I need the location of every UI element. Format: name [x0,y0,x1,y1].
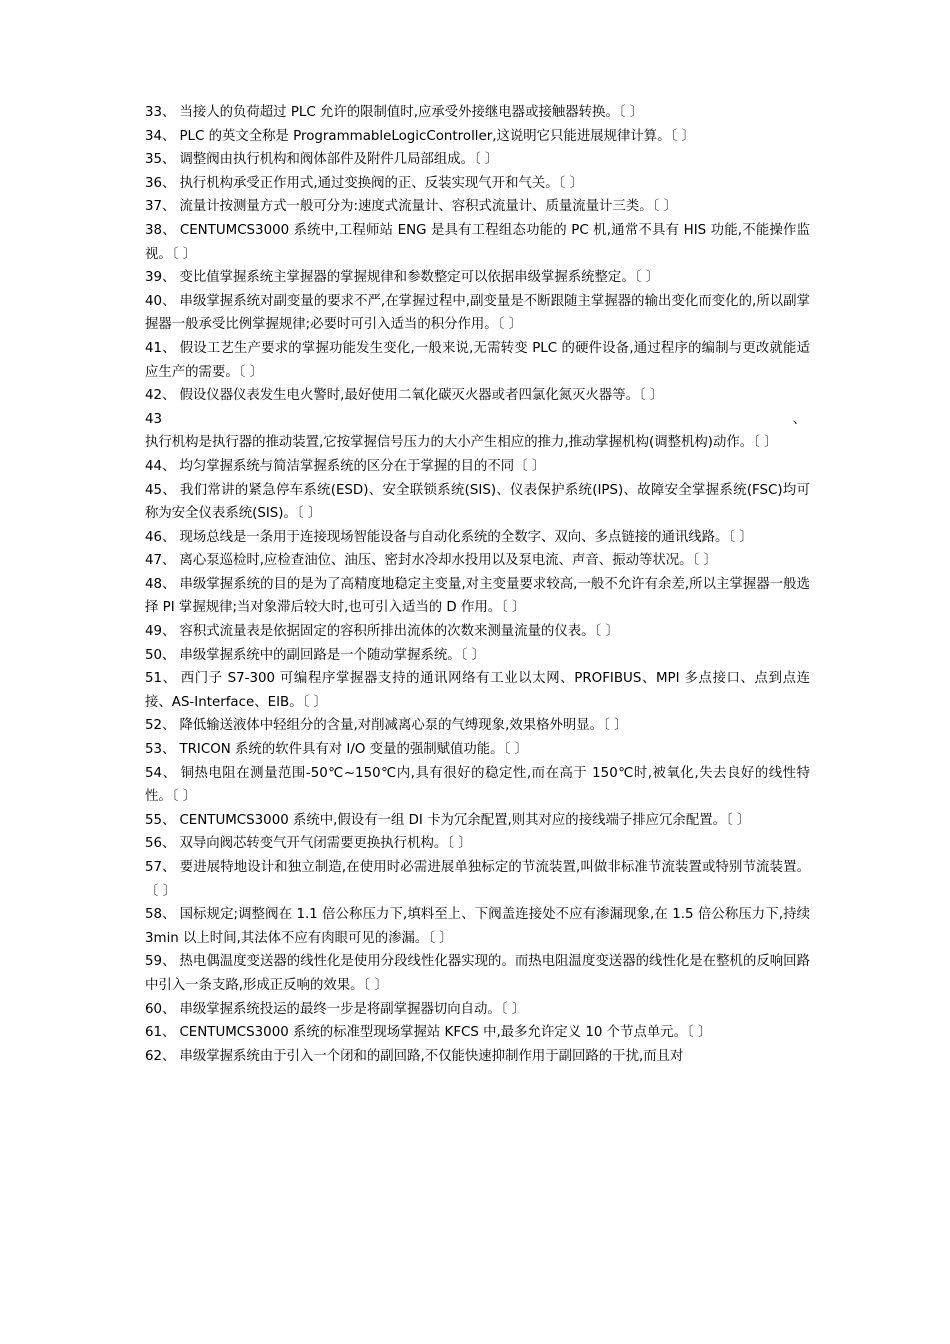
question-number: 51、 [145,671,177,687]
question-number: 60、 [145,1001,176,1017]
question-text: 假设工艺生产要求的掌握功能发生变化,一般来说,无需转变 PLC 的硬件设备,通过程序的编制与更改就能适应生产的需要。〔 〕 [145,340,810,380]
question-37 [145,195,810,219]
question-45 [145,479,810,526]
question-text: 热电偶温度变送器的线性化是使用分段线性化器实现的。而热电阻温度变送器的线性化是在整机的反响回路中引入一条支路,形成正反响的效果。〔 〕 [145,954,810,993]
question-number: 52、 [145,718,176,734]
question-text: CENTUMCS3000 系统中,工程师站 ENG 是具有工程组态功能的 PC 机,通常不具有 HIS 功能,不能操作监视。〔 〕 [145,222,810,262]
question-text: 串级掌握系统由于引入一个闭和的副回路,不仅能快速抑制作用于副回路的干扰,而且对 [179,1048,684,1064]
question-number: 40、 [145,293,176,309]
question-52 [145,714,810,738]
question-36 [145,172,810,196]
question-40 [145,290,810,337]
question-51 [145,667,810,714]
question-38 [145,219,810,266]
question-text: 执行机构是执行器的推动装置,它按掌握信号压力的大小产生相应的推力,推动掌握机构(调整机构)动作。〔 〕 [145,435,778,451]
question-number: 49、 [145,624,176,640]
question-number: 59、 [145,954,176,970]
question-number: 61、 [145,1025,176,1041]
question-60 [145,998,810,1022]
question-text: 当接人的负荷超过 PLC 允许的限制值时,应承受外接继电器或接触器转换。〔 〕 [179,105,644,120]
question-number: 46、 [145,529,176,545]
question-text: 现场总线是一条用于连接现场智能设备与自动化系统的全数字、双向、多点链接的通讯线路。〔 〕 [179,529,753,545]
question-number: 48、 [145,576,176,592]
question-number: 42、 [145,388,176,404]
question-number: 41、 [145,340,176,356]
question-text: 串级掌握系统投运的最终一步是将副掌握器切向自动。〔 〕 [179,1001,526,1017]
question-55 [145,809,810,833]
question-number: 58、 [145,907,176,923]
question-text: 国标规定;调整阀在 1.1 倍公称压力下,填料至上、下阀盖连接处不应有渗漏现象,在 1.5 倍公称压力下,持续 3min 以上时间,其法体不应有肉眼可见的渗漏。〔 〕 [145,907,810,946]
question-number: 57、 [145,860,176,875]
question-53 [145,738,810,762]
question-text: 西门子 S7-300 可编程序掌握器支持的通讯网络有工业以太网、PROFIBUS、MPI 多点接口、点到点连接、AS-Interface、EIB。〔 〕 [145,671,810,710]
question-text: CENTUMCS3000 系统的标准型现场掌握站 KFCS 中,最多允许定义 10 个节点单元。〔 〕 [179,1025,712,1041]
question-number: 53、 [145,742,176,758]
question-number: 55、 [145,812,176,828]
question-text: 我们常讲的紧急停车系统(ESD)、安全联锁系统(SIS)、仪表保护系统(IPS)、故障安全掌握系统(FSC)均可称为安全仪表系统(SIS)。〔 〕 [145,482,810,522]
question-text: 离心泵巡检时,应检查油位、油压、密封水冷却水投用以及泵电流、声音、振动等状况。〔 〕 [179,553,717,569]
question-text: CENTUMCS3000 系统中,假设有一组 DI 卡为冗余配置,则其对应的接线端子排应冗余配置。〔 〕 [179,812,751,828]
question-44 [145,455,810,479]
question-number: 62、 [145,1048,176,1064]
question-number: 36、 [145,175,176,191]
question-number: 35、 [145,152,176,168]
question-number: 34、 [145,128,176,144]
question-46 [145,526,810,550]
question-text: 串级掌握系统的目的是为了高精度地稳定主变量,对主变量要求较高,一般不允许有余差,所以主掌握器一般选择 PI 掌握规律;当对象滞后较大时,也可引入适当的 D 作用。〔 〕 [145,576,810,616]
question-text: 变比值掌握系统主掌握器的掌握规律和参数整定可以依据串级掌握系统整定。〔 〕 [179,270,660,286]
question-text: 执行机构承受正作用式,通过变换阀的正、反装实现气开和气关。〔 〕 [179,175,583,191]
question-text: 串级掌握系统对副变量的要求不严,在掌握过程中,副变量是不断跟随主掌握器的输出变化而变化的,所以副掌握器一般承受比例掌握规律;必要时可引入适当的积分作用。〔 〕 [145,293,810,333]
question-text: 要进展特地设计和独立制造,在使用时必需进展单独标定的节流装置,叫做非标准节流装置或特别节流装置。〔 〕 [145,860,810,899]
question-43 [145,408,810,455]
question-42 [145,384,810,408]
question-number: 56、 [145,836,176,852]
question-47 [145,549,810,573]
question-text: PLC 的英文全称是 ProgrammableLogicController,这说明它只能进展规律计算。〔 〕 [179,128,695,144]
question-text: 容积式流量表是依据固定的容积所排出流体的次数来测量流量的仪表。〔 〕 [179,624,619,640]
question-39 [145,266,810,290]
question-49 [145,620,810,644]
question-text: 均匀掌握系统与简洁掌握系统的区分在于掌握的目的不同〔 〕 [179,458,546,474]
question-number: 37、 [145,199,176,215]
question-62 [145,1045,810,1069]
question-41 [145,337,810,384]
question-number: 38、 [145,222,176,238]
question-number: 54、 [145,765,177,781]
question-text: 流量计按测量方式一般可分为:速度式流量计、容积式流量计、质量流量计三类。〔 〕 [179,199,677,215]
question-number: 43、 [145,411,806,427]
question-text: 串级掌握系统中的副回路是一个随动掌握系统。〔 〕 [179,647,485,663]
question-number: 33、 [145,105,176,120]
question-text: 降低输送液体中轻组分的含量,对削减离心泵的气缚现象,效果格外明显。〔 〕 [179,718,628,734]
question-58 [145,903,810,950]
question-33 [145,101,810,125]
question-56 [145,832,810,856]
question-text: 假设仪器仪表发生电火警时,最好使用二氧化碳灭火器或者四氯化氮灭火器等。〔 〕 [179,388,664,404]
document-page [145,101,810,1068]
question-35 [145,148,810,172]
question-text: 铜热电阻在测量范围-50℃~150℃内,具有很好的稳定性,而在高于 150℃时,被氧化,失去良好的线性特性。〔 〕 [145,765,810,805]
question-59 [145,950,810,997]
question-number: 47、 [145,553,176,569]
question-61 [145,1021,810,1045]
question-number: 45、 [145,482,177,498]
question-number: 39、 [145,270,176,286]
question-text: 双导向阀芯转变气开气闭需要更换执行机构。〔 〕 [179,836,472,852]
question-number: 44、 [145,458,176,474]
question-number: 50、 [145,647,176,663]
question-54 [145,762,810,809]
question-text: 调整阀由执行机构和阀体部件及附件几局部组成。〔 〕 [179,152,499,168]
question-34 [145,125,810,149]
question-50 [145,644,810,668]
question-text: TRICON 系统的软件具有对 I/O 变量的强制赋值功能。〔 〕 [179,742,528,758]
question-57 [145,856,810,903]
question-48 [145,573,810,620]
